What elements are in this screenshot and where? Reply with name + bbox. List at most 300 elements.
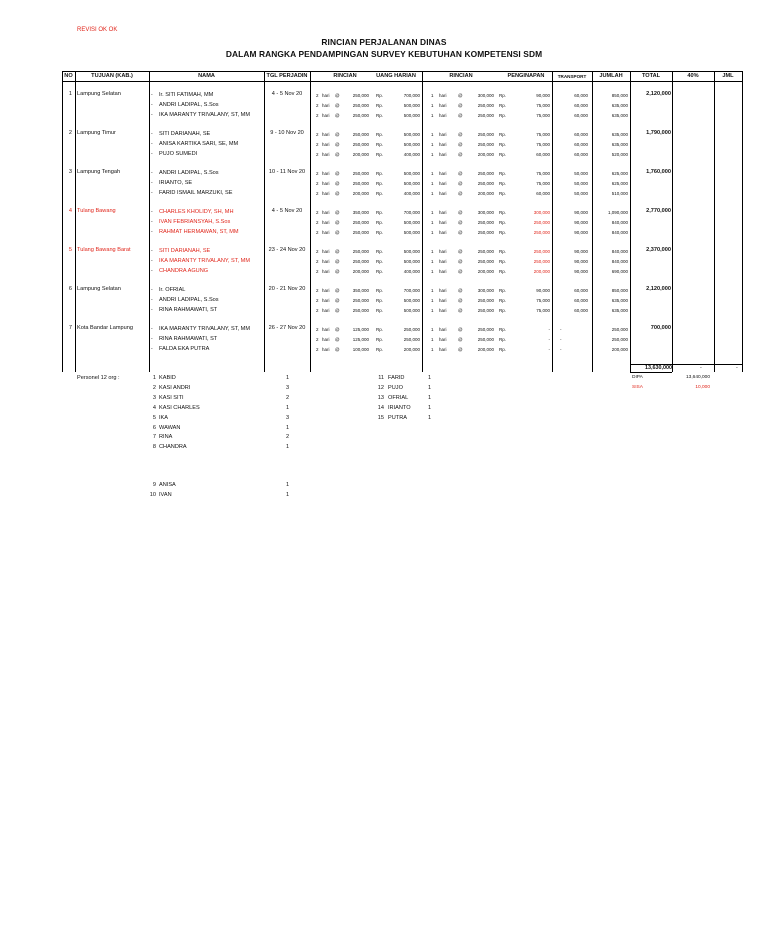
- uang-harian-value: 500,000: [403, 142, 420, 147]
- jumlah-value: 200,000: [611, 347, 628, 352]
- bullet-dash: -: [151, 326, 153, 332]
- grand-total: 13,630,000: [645, 365, 672, 371]
- nights-count: 1: [431, 230, 434, 235]
- at-sign: @: [335, 171, 340, 176]
- days-count: 2: [316, 337, 319, 342]
- penginapan-value: 250,000: [533, 230, 550, 235]
- person-name: CHANDRA AGUNG: [159, 268, 209, 274]
- row-tujuan: Kota Bandar Lampung: [77, 325, 133, 331]
- personel-number: 4: [152, 404, 156, 411]
- jumlah-value: 250,000: [611, 327, 628, 332]
- currency-rp: Rp.: [499, 210, 507, 215]
- currency-rp: Rp.: [376, 259, 384, 264]
- days-count: 2: [316, 181, 319, 186]
- personel-name: KASI CHARLES: [159, 404, 200, 411]
- transport-value: 60,000: [574, 103, 588, 108]
- nights-unit: hari: [439, 220, 447, 225]
- days-count: 2: [316, 210, 319, 215]
- at-sign: @: [335, 308, 340, 313]
- personel-number: 11: [378, 375, 384, 381]
- uang-harian-value: 500,000: [403, 171, 420, 176]
- at-sign: @: [335, 181, 340, 186]
- room-rate: 250,000: [477, 103, 494, 108]
- personel-name: RINA: [159, 434, 173, 441]
- daily-rate: 200,000: [352, 269, 369, 274]
- uang-harian-value: 400,000: [403, 269, 420, 274]
- days-unit: hari: [322, 93, 330, 98]
- person-name: IRIANTO, SE: [159, 180, 193, 186]
- nights-unit: hari: [439, 171, 447, 176]
- bullet-dash: -: [151, 180, 153, 186]
- jumlah-value: 625,000: [611, 171, 628, 176]
- at-sign: @: [458, 269, 463, 274]
- uang-harian-value: 500,000: [403, 220, 420, 225]
- jumlah-value: 840,000: [611, 230, 628, 235]
- personel-count: 2: [286, 434, 290, 441]
- row-total: 2,120,000: [646, 286, 671, 292]
- currency-rp: Rp.: [499, 142, 507, 147]
- row-no: 6: [68, 286, 72, 292]
- nights-unit: hari: [439, 308, 447, 313]
- room-rate: 250,000: [477, 337, 494, 342]
- days-count: 2: [316, 113, 319, 118]
- daily-rate: 250,000: [352, 259, 369, 264]
- at-sign: @: [458, 259, 463, 264]
- at-sign: @: [335, 259, 340, 264]
- uang-harian-value: 500,000: [403, 113, 420, 118]
- bullet-dash: -: [151, 209, 153, 215]
- room-rate: 200,000: [477, 269, 494, 274]
- personel-name: ANISA: [159, 482, 176, 488]
- currency-rp: Rp.: [499, 181, 507, 186]
- currency-rp: Rp.: [499, 249, 507, 254]
- days-count: 2: [316, 230, 319, 235]
- days-count: 2: [316, 347, 319, 352]
- bullet-dash: -: [151, 229, 153, 235]
- at-sign: @: [458, 210, 463, 215]
- days-unit: hari: [322, 230, 330, 235]
- days-unit: hari: [322, 132, 330, 137]
- at-sign: @: [335, 132, 340, 137]
- nights-unit: hari: [439, 152, 447, 157]
- person-name: FARID ISMAIL MARZUKI, SE: [159, 190, 233, 196]
- row-tujuan: Lampung Tengah: [77, 169, 121, 175]
- nights-count: 1: [431, 288, 434, 293]
- penginapan-value: 75,000: [536, 113, 550, 118]
- row-no: 2: [68, 130, 72, 136]
- penginapan-value: 90,000: [536, 288, 550, 293]
- sisa-label: SISA: [632, 385, 643, 390]
- uang-harian-value: 500,000: [403, 259, 420, 264]
- at-sign: @: [335, 142, 340, 147]
- jumlah-value: 840,000: [611, 259, 628, 264]
- uang-harian-value: 700,000: [403, 210, 420, 215]
- currency-rp: Rp.: [376, 230, 384, 235]
- at-sign: @: [335, 288, 340, 293]
- row-tujuan: Lampung Selatan: [77, 91, 121, 97]
- bullet-dash: -: [151, 190, 153, 196]
- penginapan-value: 75,000: [536, 308, 550, 313]
- bullet-dash: -: [151, 297, 153, 303]
- personel-number: 9: [152, 482, 156, 488]
- room-rate: 250,000: [477, 308, 494, 313]
- personel-name: WAWAN: [159, 424, 181, 431]
- at-sign: @: [458, 220, 463, 225]
- at-sign: @: [458, 298, 463, 303]
- nights-count: 1: [431, 249, 434, 254]
- currency-rp: Rp.: [376, 191, 384, 196]
- personel-count: 1: [286, 491, 290, 498]
- days-count: 2: [316, 298, 319, 303]
- jumlah-value: 635,000: [611, 298, 628, 303]
- at-sign: @: [335, 249, 340, 254]
- personel-number: 5: [152, 414, 156, 421]
- at-sign: @: [458, 152, 463, 157]
- jumlah-value: 840,000: [611, 220, 628, 225]
- document-subtitle: DALAM RANGKA PENDAMPINGAN SURVEY KEBUTUHAN KOMPETENSI SDM: [225, 49, 543, 59]
- person-name: RINA RAHMAWATI, ST: [159, 307, 218, 313]
- room-rate: 250,000: [477, 298, 494, 303]
- header-jumlah: JUMLAH: [599, 73, 623, 79]
- personel-count: 1: [286, 444, 290, 451]
- uang-harian-value: 500,000: [403, 230, 420, 235]
- nights-count: 1: [431, 142, 434, 147]
- penginapan-value: -: [548, 327, 550, 332]
- jumlah-value: 635,000: [611, 113, 628, 118]
- nights-unit: hari: [439, 113, 447, 118]
- bullet-dash: -: [151, 102, 153, 108]
- days-unit: hari: [322, 152, 330, 157]
- days-count: 2: [316, 220, 319, 225]
- days-count: 2: [316, 269, 319, 274]
- row-no: 7: [68, 325, 72, 331]
- penginapan-value: 75,000: [536, 181, 550, 186]
- row-no: 4: [68, 208, 72, 214]
- days-count: 2: [316, 191, 319, 196]
- days-unit: hari: [322, 181, 330, 186]
- penginapan-value: 300,000: [533, 210, 550, 215]
- nights-unit: hari: [439, 288, 447, 293]
- nights-unit: hari: [439, 181, 447, 186]
- at-sign: @: [335, 298, 340, 303]
- header-uang-harian: UANG HARIAN: [376, 73, 416, 79]
- daily-rate: 125,000: [352, 327, 369, 332]
- jumlah-value: 520,000: [611, 152, 628, 157]
- bullet-dash: -: [151, 170, 153, 176]
- personel-label: Personel 12 org :: [77, 375, 120, 381]
- person-name: PUJO SUMEDI: [159, 151, 198, 157]
- at-sign: @: [335, 230, 340, 235]
- person-name: Ir. SITI FATIMAH, MM: [159, 92, 214, 98]
- at-sign: @: [335, 93, 340, 98]
- transport-value: 60,000: [574, 298, 588, 303]
- daily-rate: 250,000: [352, 103, 369, 108]
- personel-number: 1: [152, 375, 156, 381]
- at-sign: @: [458, 308, 463, 313]
- row-total: 2,120,000: [646, 91, 671, 97]
- bullet-dash: -: [151, 141, 153, 147]
- at-sign: @: [458, 113, 463, 118]
- penginapan-value: 250,000: [533, 259, 550, 264]
- at-sign: @: [335, 210, 340, 215]
- daily-rate: 250,000: [352, 171, 369, 176]
- transport-value: 90,000: [574, 259, 588, 264]
- room-rate: 250,000: [477, 230, 494, 235]
- currency-rp: Rp.: [376, 142, 384, 147]
- nights-count: 1: [431, 132, 434, 137]
- uang-harian-value: 400,000: [403, 191, 420, 196]
- at-sign: @: [335, 337, 340, 342]
- currency-rp: Rp.: [376, 288, 384, 293]
- daily-rate: 250,000: [352, 113, 369, 118]
- row-tujuan: Lampung Timur: [77, 130, 116, 136]
- penginapan-value: 60,000: [536, 191, 550, 196]
- bullet-dash: -: [151, 346, 153, 352]
- currency-rp: Rp.: [376, 249, 384, 254]
- row-tgl: 4 - 5 Nov 20: [271, 91, 303, 97]
- days-unit: hari: [322, 113, 330, 118]
- transport-value: 60,000: [574, 93, 588, 98]
- days-unit: hari: [322, 171, 330, 176]
- at-sign: @: [458, 171, 463, 176]
- nights-count: 1: [431, 191, 434, 196]
- header-40pct: 40%: [687, 73, 699, 79]
- personel-name: PUTRA: [388, 414, 407, 421]
- nights-count: 1: [431, 308, 434, 313]
- personel-count: 3: [286, 414, 290, 421]
- currency-rp: Rp.: [499, 230, 507, 235]
- at-sign: @: [458, 191, 463, 196]
- at-sign: @: [458, 230, 463, 235]
- daily-rate: 250,000: [352, 308, 369, 313]
- currency-rp: Rp.: [499, 347, 507, 352]
- currency-rp: Rp.: [499, 259, 507, 264]
- person-name: SITI DARIANAH, SE: [159, 248, 211, 254]
- personel-number: 8: [152, 444, 156, 451]
- days-count: 2: [316, 308, 319, 313]
- currency-rp: Rp.: [376, 308, 384, 313]
- at-sign: @: [335, 220, 340, 225]
- nights-count: 1: [431, 337, 434, 342]
- row-tgl: 9 - 10 Nov 20: [270, 130, 304, 136]
- days-unit: hari: [322, 298, 330, 303]
- transport-value: 60,000: [574, 132, 588, 137]
- room-rate: 300,000: [477, 93, 494, 98]
- nights-unit: hari: [439, 269, 447, 274]
- daily-rate: 250,000: [352, 249, 369, 254]
- penginapan-value: 75,000: [536, 298, 550, 303]
- daily-rate: 250,000: [352, 132, 369, 137]
- uang-harian-value: 200,000: [403, 347, 420, 352]
- person-name: ANISA KARTIKA SARI, SE, MM: [159, 141, 239, 147]
- penginapan-value: 250,000: [533, 220, 550, 225]
- grand-total-jml: -: [736, 365, 738, 371]
- row-tgl: 26 - 27 Nov 20: [268, 325, 306, 331]
- currency-rp: Rp.: [376, 93, 384, 98]
- uang-harian-value: 250,000: [403, 327, 420, 332]
- room-rate: 250,000: [477, 171, 494, 176]
- days-count: 2: [316, 152, 319, 157]
- personel-number: 13: [377, 394, 384, 401]
- days-count: 2: [316, 259, 319, 264]
- penginapan-value: 75,000: [536, 142, 550, 147]
- personel-name: IRIANTO: [388, 404, 411, 411]
- person-name: IKA MARANTY TRIVALANY, ST, MM: [159, 326, 250, 332]
- days-unit: hari: [322, 210, 330, 215]
- currency-rp: Rp.: [376, 337, 384, 342]
- personel-number: 7: [152, 434, 156, 441]
- uang-harian-value: 500,000: [403, 132, 420, 137]
- at-sign: @: [335, 269, 340, 274]
- uang-harian-value: 500,000: [403, 103, 420, 108]
- currency-rp: Rp.: [376, 210, 384, 215]
- jumlah-value: 690,000: [611, 269, 628, 274]
- personel-count: 2: [286, 394, 290, 401]
- nights-unit: hari: [439, 103, 447, 108]
- personel-name: FARID: [388, 375, 405, 381]
- jumlah-value: 850,000: [611, 288, 628, 293]
- personel-name: IKA: [159, 414, 169, 421]
- person-name: IVAN FEBRIANSYAH, S.Sos: [159, 219, 231, 225]
- grand-total-40pct: -: [700, 365, 702, 371]
- nights-unit: hari: [439, 249, 447, 254]
- penginapan-value: -: [548, 337, 550, 342]
- currency-rp: Rp.: [499, 103, 507, 108]
- transport-value: 50,000: [574, 191, 588, 196]
- penginapan-value: 75,000: [536, 171, 550, 176]
- row-total: 2,370,000: [646, 247, 671, 253]
- daily-rate: 250,000: [352, 220, 369, 225]
- daily-rate: 200,000: [352, 152, 369, 157]
- transport-value: -: [560, 347, 562, 352]
- transport-value: 90,000: [574, 269, 588, 274]
- transport-value: 90,000: [574, 220, 588, 225]
- revision-note: REVISI OK OK: [77, 27, 118, 33]
- personel-count: 1: [428, 375, 432, 381]
- at-sign: @: [335, 347, 340, 352]
- daily-rate: 350,000: [352, 210, 369, 215]
- nights-count: 1: [431, 298, 434, 303]
- days-unit: hari: [322, 191, 330, 196]
- bullet-dash: -: [151, 268, 153, 274]
- jumlah-value: 625,000: [611, 181, 628, 186]
- jumlah-value: 635,000: [611, 142, 628, 147]
- currency-rp: Rp.: [499, 298, 507, 303]
- at-sign: @: [335, 103, 340, 108]
- person-name: RAHMAT HERMAWAN, ST, MM: [159, 229, 239, 235]
- transport-value: 60,000: [574, 152, 588, 157]
- nights-unit: hari: [439, 93, 447, 98]
- uang-harian-value: 500,000: [403, 249, 420, 254]
- row-tujuan: Tulang Bawang Barat: [77, 247, 131, 253]
- days-count: 2: [316, 142, 319, 147]
- at-sign: @: [335, 191, 340, 196]
- jumlah-value: 840,000: [611, 249, 628, 254]
- nights-count: 1: [431, 103, 434, 108]
- personel-name: OFRIAL: [388, 394, 409, 401]
- at-sign: @: [458, 337, 463, 342]
- currency-rp: Rp.: [376, 327, 384, 332]
- header-jml: JML: [722, 73, 734, 79]
- days-count: 2: [316, 249, 319, 254]
- jumlah-value: 1,090,000: [607, 210, 628, 215]
- row-no: 5: [68, 247, 72, 253]
- row-tgl: 4 - 5 Nov 20: [271, 208, 303, 214]
- currency-rp: Rp.: [499, 327, 507, 332]
- currency-rp: Rp.: [376, 152, 384, 157]
- transport-value: 60,000: [574, 308, 588, 313]
- days-unit: hari: [322, 337, 330, 342]
- header-tgl: TGL PERJADIN: [266, 73, 308, 79]
- person-name: IKA MARANTY TRIVALANY, ST, MM: [159, 258, 250, 264]
- nights-count: 1: [431, 113, 434, 118]
- nights-count: 1: [431, 327, 434, 332]
- currency-rp: Rp.: [376, 220, 384, 225]
- person-name: RINA RAHMAWATI, ST: [159, 336, 218, 342]
- room-rate: 250,000: [477, 249, 494, 254]
- person-name: ANDRI LADIPAL, S.Sos: [159, 297, 219, 303]
- personel-count: 1: [286, 482, 290, 488]
- currency-rp: Rp.: [376, 181, 384, 186]
- days-unit: hari: [322, 308, 330, 313]
- nights-unit: hari: [439, 142, 447, 147]
- personel-name: IVAN: [159, 491, 172, 498]
- personel-count: 1: [286, 404, 290, 411]
- uang-harian-value: 500,000: [403, 181, 420, 186]
- bullet-dash: -: [151, 219, 153, 225]
- nights-count: 1: [431, 171, 434, 176]
- nights-count: 1: [431, 269, 434, 274]
- days-count: 2: [316, 103, 319, 108]
- at-sign: @: [458, 142, 463, 147]
- bullet-dash: -: [151, 336, 153, 342]
- nights-count: 1: [431, 152, 434, 157]
- header-rincian-1: RINCIAN: [333, 73, 357, 79]
- jumlah-value: 635,000: [611, 132, 628, 137]
- personel-number: 12: [377, 384, 384, 391]
- at-sign: @: [458, 93, 463, 98]
- document-title: RINCIAN PERJALANAN DINAS: [321, 37, 447, 47]
- at-sign: @: [458, 132, 463, 137]
- room-rate: 250,000: [477, 327, 494, 332]
- jumlah-value: 850,000: [611, 93, 628, 98]
- days-unit: hari: [322, 259, 330, 264]
- at-sign: @: [458, 347, 463, 352]
- row-total: 1,760,000: [646, 169, 671, 175]
- room-rate: 200,000: [477, 347, 494, 352]
- personel-name: KASI SITI: [159, 394, 184, 401]
- dipa-value: 13,640,000: [685, 375, 710, 380]
- personel-name: CHANDRA: [159, 444, 187, 451]
- days-unit: hari: [322, 347, 330, 352]
- days-unit: hari: [322, 269, 330, 274]
- person-name: ANDRI LADIPAL, S.Sos: [159, 102, 219, 108]
- nights-unit: hari: [439, 230, 447, 235]
- daily-rate: 250,000: [352, 298, 369, 303]
- currency-rp: Rp.: [499, 337, 507, 342]
- personel-name: KASI ANDRI: [159, 384, 191, 391]
- days-unit: hari: [322, 249, 330, 254]
- person-name: IKA MARANTY TRIVALANY, ST, MM: [159, 112, 250, 118]
- currency-rp: Rp.: [376, 132, 384, 137]
- bullet-dash: -: [151, 287, 153, 293]
- nights-count: 1: [431, 210, 434, 215]
- daily-rate: 200,000: [352, 191, 369, 196]
- room-rate: 200,000: [477, 191, 494, 196]
- header-tujuan: TUJUAN (KAB.): [91, 73, 133, 79]
- uang-harian-value: 700,000: [403, 93, 420, 98]
- jumlah-value: 250,000: [611, 337, 628, 342]
